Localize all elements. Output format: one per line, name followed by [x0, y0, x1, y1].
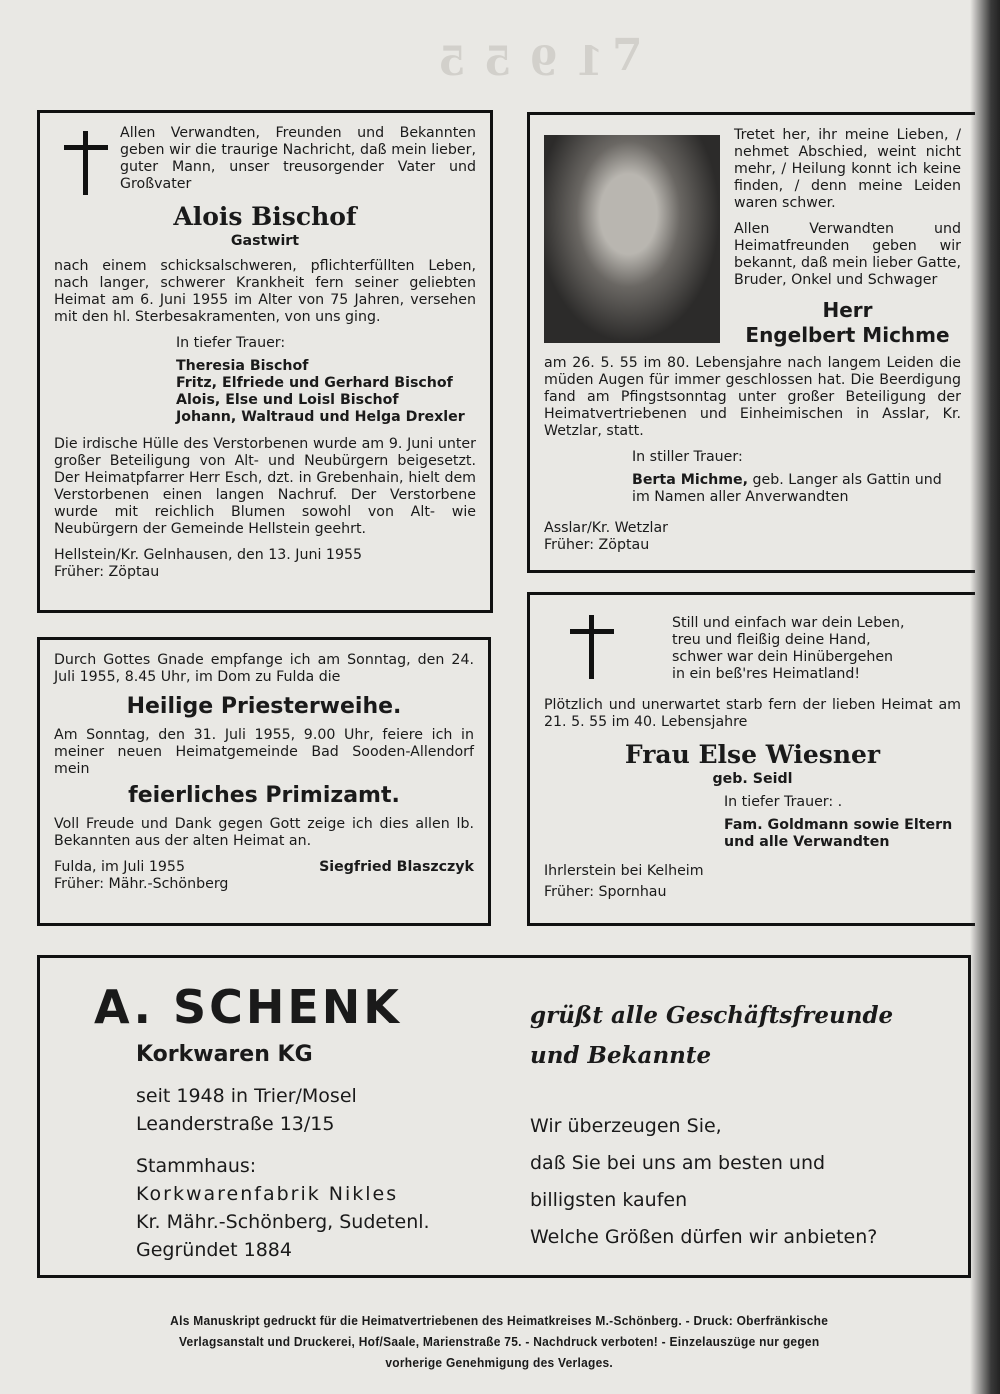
deceased-name: Alois Bischof	[173, 202, 357, 231]
greeting-line: und Bekannte	[530, 1042, 712, 1069]
pitch-line: billigsten kaufen	[530, 1189, 688, 1211]
page-edge-shadow	[970, 0, 1000, 1394]
footer-line: Als Manuskript gedruckt für die Heimatvertriebenen des Heimatkreises M.-Schönberg. - Druck: Oberfränkische	[170, 1313, 829, 1328]
obituary-bischof	[37, 110, 493, 613]
place-date: Hellstein/Kr. Gelnhausen, den 13. Juni 1955	[54, 547, 363, 563]
intro-text: Allen Verwandten und Heimatfreunden geben wir bekannt, daß mein lieber Gatte, Bruder, Onkel und Schwager	[734, 221, 961, 288]
company-name: A. SCHENK	[94, 980, 402, 1034]
announcement-primiz	[37, 637, 491, 926]
mourner-rest: geb. Langer als Gattin und im Namen aller Anverwandten	[632, 472, 942, 505]
ad-line: Korkwarenfabrik Nikles	[136, 1183, 399, 1205]
stammhaus-label: Stammhaus:	[136, 1155, 257, 1177]
greeting-line: grüßt alle Geschäftsfreunde	[530, 1002, 894, 1029]
footer-line: Verlagsanstalt und Druckerei, Hof/Saale, Marienstraße 75. - Nachdruck verboten! - Einzelauszüge nur gegen	[178, 1334, 820, 1349]
pitch-line: daß Sie bei uns am besten und	[530, 1152, 826, 1174]
intro-text: Durch Gottes Gnade empfange ich am Sonntag, den 24. Juli 1955, 8.45 Uhr, im Dom zu Fulda die	[54, 652, 474, 685]
heading-priesterweihe: Heilige Priesterweihe.	[126, 694, 402, 719]
poem-line: treu und fleißig deine Hand,	[672, 632, 871, 648]
poem-line: schwer war dein Hinübergehen	[672, 649, 894, 665]
ad-line: Leanderstraße 13/15	[136, 1113, 335, 1135]
place: Ihrlerstein bei Kelheim	[544, 863, 704, 879]
pitch-line: Wir überzeugen Sie,	[530, 1115, 722, 1137]
maiden-name: geb. Seidl	[712, 771, 793, 787]
former-home: Früher: Mähr.-Schönberg	[54, 876, 229, 892]
bleed-through-year: 1955	[420, 38, 604, 85]
obituary-wiesner	[527, 592, 975, 926]
pitch-line: Welche Größen dürfen wir anbieten?	[530, 1226, 878, 1248]
ad-line: Gegründet 1884	[136, 1239, 292, 1261]
obituary-michme	[527, 112, 975, 573]
mourners	[632, 472, 961, 506]
mourner: Johann, Waltraud und Helga Drexler	[176, 409, 465, 425]
cross-icon	[570, 615, 614, 679]
occupation: Gastwirt	[230, 233, 300, 249]
imprint-footer	[30, 1310, 968, 1373]
burial-text: Die irdische Hülle des Verstorbenen wurde am 9. Juni unter großer Beteiligung von Alt- und Neubürgern beigesetzt. Der Heimatpfarrer Herr Esch, dzt. in Grebenhain, hielt dem Verstorbenen einen langen Nachruf. Der Verstorbene wurde mit reichlich Blumen sowohl von Alt- wie Neubürgern der Gemeinde Hellstein geehrt.	[54, 436, 476, 537]
mourners: Fam. Goldmann sowie Eltern und alle Verwandten	[724, 817, 953, 850]
mourner: Theresia Bischof	[176, 358, 309, 374]
former-home: Früher: Zöptau	[544, 537, 650, 553]
ad-line: seit 1948 in Trier/Mosel	[136, 1085, 357, 1107]
mourning-label: In tiefer Trauer:	[176, 335, 286, 351]
former-home: Früher: Zöptau	[54, 564, 160, 580]
cross-icon	[64, 131, 108, 195]
mourner-name: Berta Michme,	[632, 472, 749, 488]
deceased-name: Frau Else Wiesner	[624, 740, 881, 769]
body-text: am 26. 5. 55 im 80. Lebensjahre nach langem Leiden die müden Augen für immer geschlossen hat. Die Beerdigung fand am Pfingstsonntag unter großer Beteiligung der Heimatvertriebenen und Einheimischen in Asslar, Kr. Wetzlar, statt.	[544, 355, 961, 439]
company-subtitle: Korkwaren KG	[136, 1042, 313, 1067]
mourner: Fritz, Elfriede und Gerhard Bischof	[176, 375, 453, 391]
ad-line: Kr. Mähr.-Schönberg, Sudetenl.	[136, 1211, 430, 1233]
closing-text: Voll Freude und Dank gegen Gott zeige ich dies allen lb. Bekannten aus der alten Heimat an.	[54, 816, 474, 849]
title: Herr	[822, 298, 873, 322]
mourner: Alois, Else und Loisl Bischof	[176, 392, 399, 408]
poem-line: in ein beß'res Heimatland!	[672, 666, 861, 682]
bleed-through-page: 7	[612, 30, 643, 81]
intro-text: Allen Verwandten, Freunden und Bekannten geben wir die traurige Nachricht, daß mein lieber, guter Mann, unser treusorgender Vater und Großvater	[120, 125, 476, 192]
signature: Siegfried Blaszczyk	[319, 859, 474, 875]
deceased-name: Engelbert Michme	[745, 323, 950, 347]
former-home: Früher: Spornhau	[544, 884, 667, 900]
poem: Tretet her, ihr meine Lieben, / nehmet Abschied, weint nicht mehr, / Heilung konnt ich keine finden, / denn meine Leiden waren schwer.	[734, 127, 961, 211]
mourning-label: In stiller Trauer:	[632, 449, 743, 465]
mourning-label: In tiefer Trauer: .	[724, 794, 843, 810]
place-date: Fulda, im Juli 1955	[54, 859, 185, 875]
place: Asslar/Kr. Wetzlar	[544, 520, 668, 536]
poem-line: Still und einfach war dein Leben,	[672, 615, 905, 631]
middle-text: Am Sonntag, den 31. Juli 1955, 9.00 Uhr, feiere ich in meiner neuen Heimatgemeinde Bad Sooden-Allendorf mein	[54, 727, 474, 777]
advertisement-schenk	[37, 955, 971, 1278]
body-text: nach einem schicksalschweren, pflichterfüllten Leben, nach langer, schwerer Krankheit fern seiner geliebten Heimat am 6. Juni 1955 im Alter von 75 Jahren, versehen mit den hl. Sterbesakramenten, von uns ging.	[54, 258, 476, 325]
heading-primizamt: feierliches Primizamt.	[128, 783, 400, 808]
body-text: Plötzlich und unerwartet starb fern der lieben Heimat am 21. 5. 55 im 40. Lebensjahre	[544, 697, 961, 730]
footer-line: vorherige Genehmigung des Verlages.	[385, 1355, 614, 1370]
portrait-photo	[544, 135, 720, 343]
